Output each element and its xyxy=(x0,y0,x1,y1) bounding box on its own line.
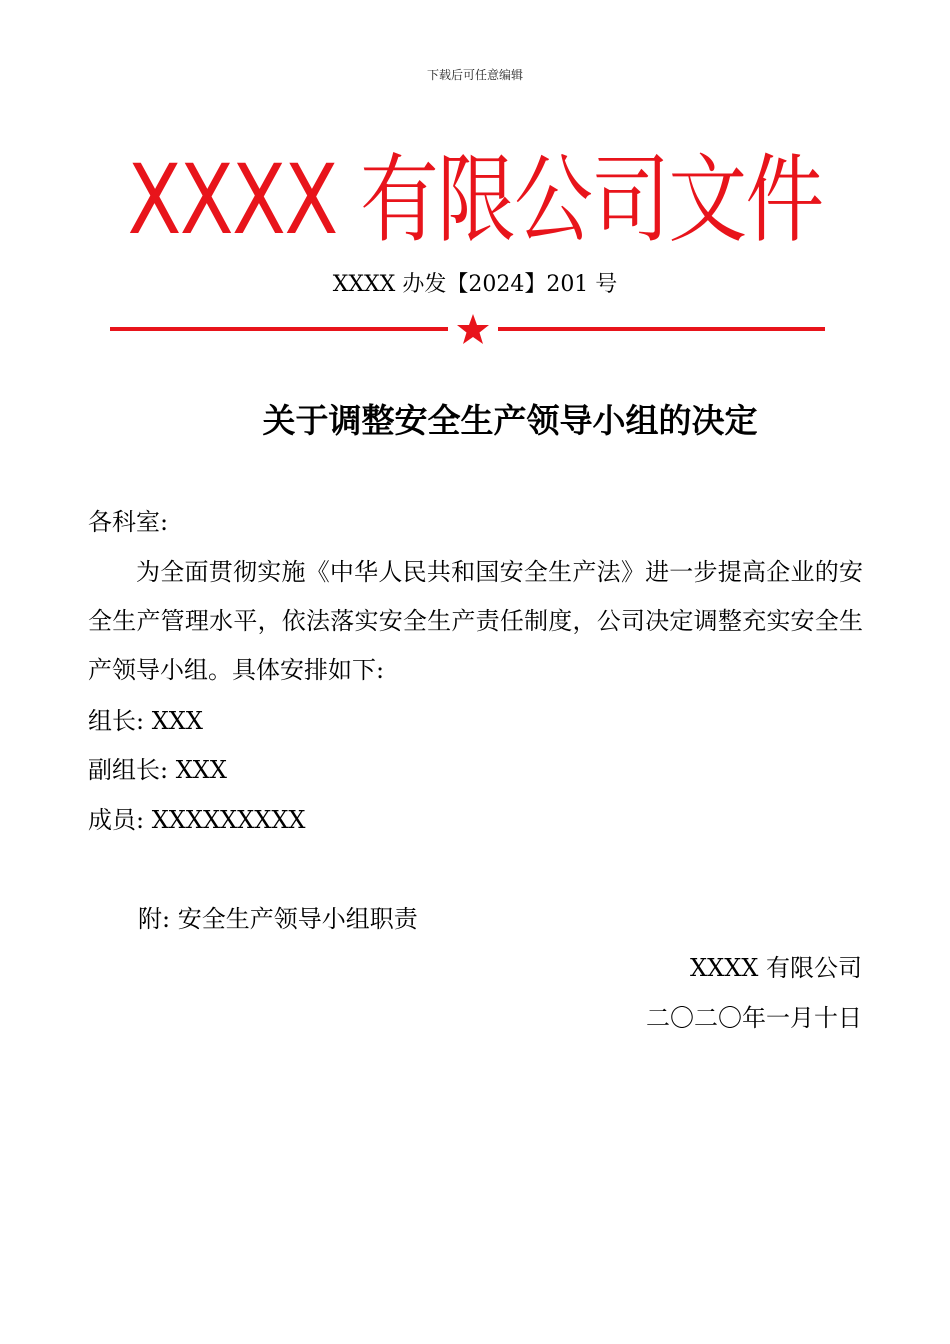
body-paragraph: 为全面贯彻实施《中华人民共和国安全生产法》进一步提高企业的安全生产管理水平，依法落实安全生产责任制度，公司决定调整充实安全生产领导小组。具体安排如下: xyxy=(88,558,863,684)
salutation: 各科室: xyxy=(88,508,169,536)
letterhead-divider xyxy=(110,312,825,346)
signature-date: 二〇二〇年一月十日 xyxy=(646,1004,862,1032)
page-header-note: 下载后可任意编辑 xyxy=(426,68,523,82)
member-deputy-leader: 副组长: XXX xyxy=(88,756,227,784)
divider-line-right xyxy=(498,327,825,331)
member-members: 成员: XXXXXXXXX xyxy=(88,806,306,834)
attachment-note: 附: 安全生产领导小组职责 xyxy=(138,905,418,933)
divider-line-left xyxy=(110,327,448,331)
signature-company: XXXX 有限公司 xyxy=(690,954,862,982)
document-title: 关于调整安全生产领导小组的决定 xyxy=(262,401,758,440)
member-leader: 组长: XXX xyxy=(88,707,203,735)
document-number: XXXX 办发【2024】201 号 xyxy=(332,272,618,297)
star-icon xyxy=(456,312,490,346)
letterhead-title: XXXX 有限公司文件 xyxy=(127,144,823,256)
